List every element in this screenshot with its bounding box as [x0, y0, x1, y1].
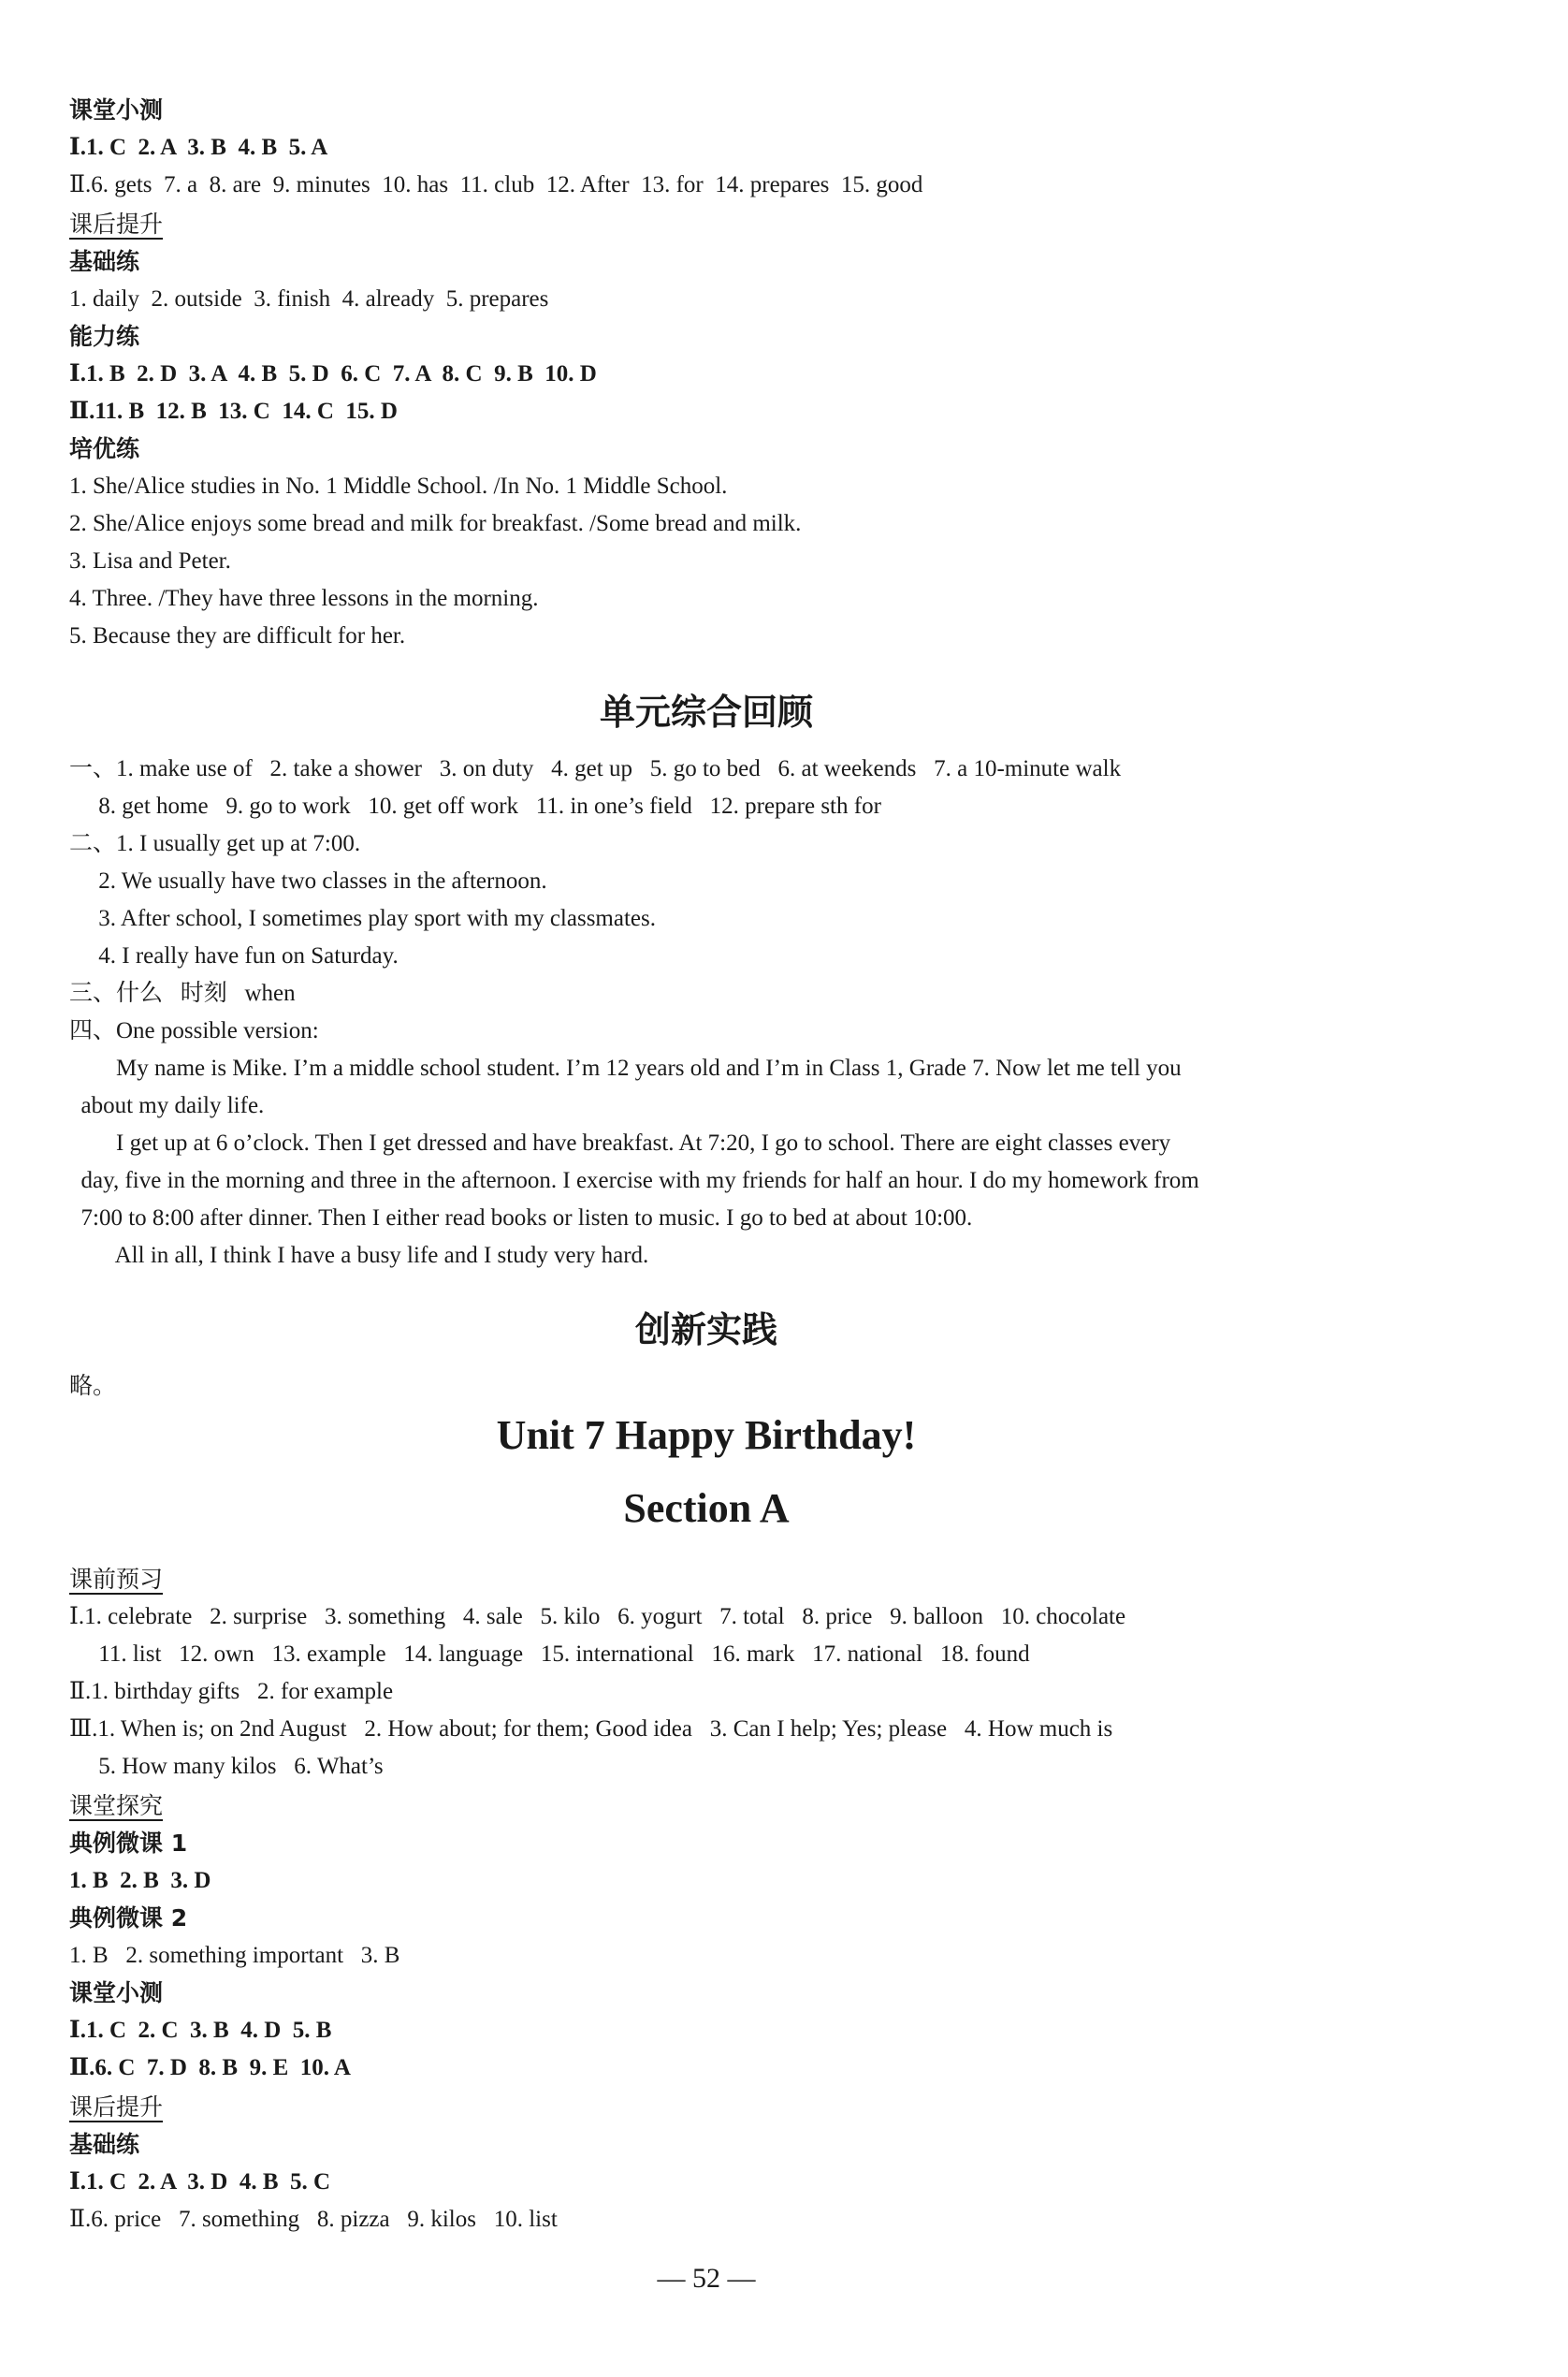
- unit-review-title: 单元综合回顾: [599, 692, 813, 733]
- heading-ability-practice: 能力练: [69, 323, 140, 350]
- essay-line: All in all, I think I have a busy life and I study very hard.: [69, 1243, 649, 1268]
- answer-line: 5. How many kilos 6. What’s: [69, 1754, 384, 1779]
- answer-line: 三、什么 时刻 when: [69, 981, 296, 1006]
- answer-line: Ⅰ.1. C 2. A 3. D 4. B 5. C: [69, 2169, 331, 2195]
- answer-line: 5. Because they are difficult for her.: [69, 623, 406, 649]
- essay-line: about my daily life.: [69, 1093, 265, 1118]
- heading-preview: 课前预习: [69, 1566, 164, 1593]
- answer-line: 2. We usually have two classes in the afternoon.: [69, 868, 547, 894]
- answer-line: 4. I really have fun on Saturday.: [69, 943, 399, 969]
- heading-after-class: 课后提升: [69, 211, 164, 238]
- innovation-title: 创新实践: [634, 1309, 777, 1350]
- heading-advanced-practice: 培优练: [69, 435, 140, 462]
- answer-line: Ⅰ.1. B 2. D 3. A 4. B 5. D 6. C 7. A 8. C 9. B 10. D: [69, 361, 597, 386]
- essay-line: 7:00 to 8:00 after dinner. Then I either read books or listen to music. I go to bed at about 10:00.: [69, 1205, 973, 1231]
- answer-line: 1. She/Alice studies in No. 1 Middle School. /In No. 1 Middle School.: [69, 474, 728, 499]
- answer-line: 1. daily 2. outside 3. finish 4. already 5. prepares: [69, 286, 549, 312]
- answer-line: 8. get home 9. go to work 10. get off work 11. in one’s field 12. prepare sth for: [69, 794, 881, 819]
- essay-line: day, five in the morning and three in the afternoon. I exercise with my friends for half an hour. I do my homework from: [69, 1168, 1199, 1193]
- answer-line: Ⅰ.1. C 2. A 3. B 4. B 5. A: [69, 135, 328, 160]
- heading-classroom-quiz: 课堂小测: [69, 1979, 164, 2006]
- answer-line: Ⅱ.6. C 7. D 8. B 9. E 10. A: [69, 2055, 351, 2080]
- answer-line: Ⅱ.11. B 12. B 13. C 14. C 15. D: [69, 399, 398, 424]
- answer-line: 4. Three. /They have three lessons in the morning.: [69, 586, 539, 611]
- answer-line: 2. She/Alice enjoys some bread and milk for breakfast. /Some bread and milk.: [69, 511, 802, 536]
- unit-title: Unit 7 Happy Birthday!: [496, 1412, 917, 1458]
- answer-line: Ⅱ.1. birthday gifts 2. for example: [69, 1679, 394, 1704]
- heading-classroom-quiz: 课堂小测: [69, 96, 164, 124]
- answer-line: 3. Lisa and Peter.: [69, 548, 231, 574]
- answer-line: 一、1. make use of 2. take a shower 3. on duty 4. get up 5. go to bed 6. at weekends 7. a 10-minute walk: [69, 756, 1122, 781]
- answer-line: Ⅲ.1. When is; on 2nd August 2. How about; for them; Good idea 3. Can I help; Yes; please 4. How much is: [69, 1716, 1113, 1742]
- answer-line: 二、1. I usually get up at 7:00.: [69, 831, 361, 856]
- answer-line: 11. list 12. own 13. example 14. language 15. international 16. mark 17. national 18. found: [69, 1641, 1030, 1667]
- answer-line: 略。: [69, 1374, 117, 1399]
- heading-micro-lesson-1: 典例微课 1: [69, 1830, 188, 1857]
- heading-basic-practice: 基础练: [69, 248, 140, 275]
- heading-exploration: 课堂探究: [69, 1792, 164, 1819]
- answer-line: 1. B 2. something important 3. B: [69, 1943, 400, 1968]
- answer-line: Ⅰ.1. C 2. C 3. B 4. D 5. B: [69, 2018, 332, 2043]
- essay-line: I get up at 6 o’clock. Then I get dressed and have breakfast. At 7:20, I go to school. There are eight classes every: [69, 1130, 1171, 1156]
- section-title: Section A: [623, 1485, 790, 1531]
- heading-micro-lesson-2: 典例微课 2: [69, 1904, 188, 1932]
- page-number: — 52 —: [657, 2263, 756, 2294]
- answer-line: Ⅱ.6. gets 7. a 8. are 9. minutes 10. has 11. club 12. After 13. for 14. prepares 15. good: [69, 172, 923, 197]
- heading-basic-practice: 基础练: [69, 2131, 140, 2158]
- answer-line: Ⅱ.6. price 7. something 8. pizza 9. kilos 10. list: [69, 2207, 558, 2232]
- answer-line: 1. B 2. B 3. D: [69, 1868, 211, 1893]
- answer-line: 四、One possible version:: [69, 1018, 319, 1043]
- answer-line: 3. After school, I sometimes play sport with my classmates.: [69, 906, 656, 931]
- answer-line: Ⅰ.1. celebrate 2. surprise 3. something 4. sale 5. kilo 6. yogurt 7. total 8. price 9. balloon 10. chocolate: [69, 1604, 1126, 1629]
- essay-line: My name is Mike. I’m a middle school student. I’m 12 years old and I’m in Class 1, Grade 7. Now let me tell you: [69, 1056, 1182, 1081]
- heading-after-class: 课后提升: [69, 2093, 164, 2121]
